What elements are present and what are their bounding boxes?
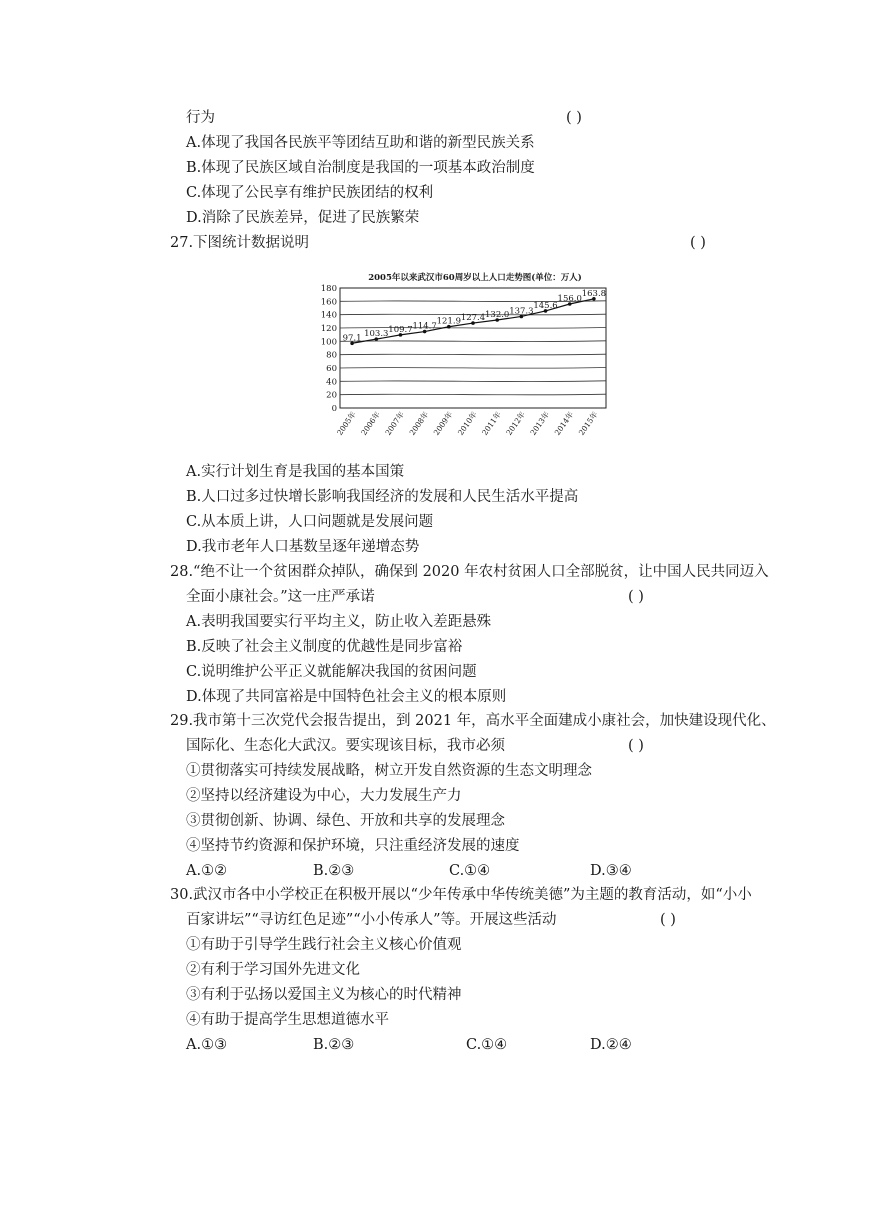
y-tick-label: 180: [320, 284, 337, 294]
q30-statement-2: ②有利于学习国外先进文化: [186, 962, 360, 978]
gridline: [340, 381, 606, 382]
q28-option-b: B.反映了社会主义制度的优越性是同步富裕: [186, 639, 463, 655]
chart-y-axis: [321, 284, 337, 414]
data-label: 132.0: [485, 310, 510, 320]
q27-option-b: B.人口过多过快增长影响我国经济的发展和人民生活水平提高: [186, 489, 579, 505]
x-tick-label: 2012年: [504, 409, 528, 437]
chart-x-axis: [334, 409, 600, 437]
x-tick-label: 2009年: [431, 409, 455, 437]
y-tick-label: 60: [326, 364, 337, 374]
gridline: [340, 394, 606, 395]
gridline: [340, 341, 606, 342]
plot-frame: [340, 288, 606, 408]
q26-answer-paren: ( ): [566, 110, 582, 126]
x-tick-label: 2005年: [335, 409, 358, 437]
x-tick-label: 2015年: [576, 409, 600, 437]
q28-option-a: A.表明我国要实行平均主义，防止收入差距悬殊: [186, 614, 492, 630]
data-label: 103.3: [364, 329, 389, 340]
q30-choice-a: A.①③: [186, 1037, 228, 1053]
q29-answer-paren: ( ): [628, 738, 644, 754]
q29-choice-c: C.①④: [449, 863, 491, 879]
y-tick-label: 120: [320, 324, 337, 334]
x-tick-label: 2014年: [552, 409, 576, 437]
q29-statement-4: ④坚持节约资源和保护环境，只注重经济发展的速度: [186, 838, 520, 854]
q29-choices: [186, 861, 666, 881]
q27-stem: 27.下图统计数据说明: [170, 235, 310, 251]
q26-stem-tail: 行为: [186, 110, 215, 126]
q26-option-c: C.体现了公民享有维护民族团结的权利: [186, 185, 434, 201]
q30-stem-line-2: 百家讲坛”“寻访红色足迹”“小小传承人”等。开展这些活动: [186, 912, 557, 928]
q29-statement-2: ②坚持以经济建设为中心，大力发展生产力: [186, 788, 462, 804]
q28-stem-line-2: 全面小康社会。”这一庄严承诺: [186, 589, 375, 605]
q30-answer-paren: ( ): [660, 912, 676, 928]
x-tick-label: 2008年: [407, 409, 431, 437]
q27-option-c: C.从本质上讲，人口问题就是发展问题: [186, 514, 434, 530]
data-label: 109.7: [388, 324, 413, 335]
q29-choice-d: D.③④: [590, 863, 632, 879]
q28-answer-paren: ( ): [628, 589, 644, 605]
q29-stem-line-2: 国际化、生态化大武汉。要实现该目标，我市必须: [186, 738, 505, 754]
q26-option-d: D.消除了民族差异，促进了民族繁荣: [186, 210, 420, 226]
gridline: [340, 354, 606, 355]
chart-data-labels: [343, 289, 606, 343]
gridline: [340, 328, 606, 329]
x-tick-label: 2011年: [480, 409, 503, 437]
data-label: 163.8: [581, 288, 607, 299]
q27-option-d: D.我市老年人口基数呈逐年递增态势: [186, 539, 420, 555]
q28-option-d: D.体现了共同富裕是中国特色社会主义的根本原则: [186, 689, 507, 705]
y-tick-label: 0: [331, 404, 337, 414]
q27-answer-paren: ( ): [690, 235, 706, 251]
q28-option-c: C.说明维护公平正义就能解决我国的贫困问题: [186, 664, 477, 680]
data-label: 121.9: [436, 316, 461, 327]
q30-statement-4: ④有助于提高学生思想道德水平: [186, 1012, 389, 1028]
data-label: 145.6: [533, 300, 558, 311]
data-label: 127.4: [460, 313, 486, 324]
y-tick-label: 100: [320, 337, 337, 348]
y-tick-label: 140: [320, 310, 337, 321]
q30-stem-line-1: 30.武汉市各中小学校正在积极开展以“少年传承中华传统美德”为主题的教育活动，如“小小: [170, 887, 752, 903]
q29-statement-3: ③贯彻创新、协调、绿色、开放和共享的发展理念: [186, 813, 505, 829]
q29-stem-line-1: 29.我市第十三次党代会报告提出，到 2021 年，高水平全面建成小康社会，加快建设现代化、: [170, 713, 776, 729]
chart-title: 2005年以来武汉市60周岁以上人口走势图(单位：万人): [368, 273, 582, 283]
y-tick-label: 20: [326, 390, 337, 401]
gridline: [340, 368, 606, 369]
y-tick-label: 160: [320, 297, 337, 308]
q30-choice-b: B.②③: [313, 1037, 355, 1053]
data-label: 156.0: [557, 294, 582, 304]
x-tick-label: 2006年: [359, 409, 382, 437]
data-label: 114.7: [412, 321, 437, 332]
q30-choice-c: C.①④: [466, 1037, 508, 1053]
q27-option-a: A.实行计划生育是我国的基本国策: [186, 464, 405, 480]
y-tick-label: 80: [326, 350, 337, 361]
x-tick-label: 2010年: [456, 409, 479, 437]
q30-statement-3: ③有利于弘扬以爱国主义为核心的时代精神: [186, 987, 462, 1003]
q30-statement-1: ①有助于引导学生践行社会主义核心价值观: [186, 937, 462, 953]
q29-choice-a: A.①②: [186, 863, 228, 879]
y-tick-label: 40: [326, 377, 337, 388]
x-tick-label: 2007年: [383, 409, 407, 437]
q30-choices: [186, 1035, 666, 1055]
x-tick-label: 2013年: [528, 409, 552, 437]
q29-choice-b: B.②③: [313, 863, 355, 879]
q26-option-b: B.体现了民族区域自治制度是我国的一项基本政治制度: [186, 160, 535, 176]
population-line-chart: [320, 268, 620, 448]
data-label: 97.1: [342, 333, 362, 344]
q26-option-a: A.体现了我国各民族平等团结互助和谐的新型民族关系: [186, 135, 535, 151]
q29-statement-1: ①贯彻落实可持续发展战略，树立开发自然资源的生态文明理念: [186, 763, 592, 779]
data-label: 137.3: [509, 306, 534, 317]
q30-choice-d: D.②④: [590, 1037, 632, 1053]
chart-grid: [340, 288, 606, 408]
q28-stem-line-1: 28.“绝不让一个贫困群众掉队，确保到 2020 年农村贫困人口全部脱贫，让中国人民共同迈入: [170, 564, 769, 580]
